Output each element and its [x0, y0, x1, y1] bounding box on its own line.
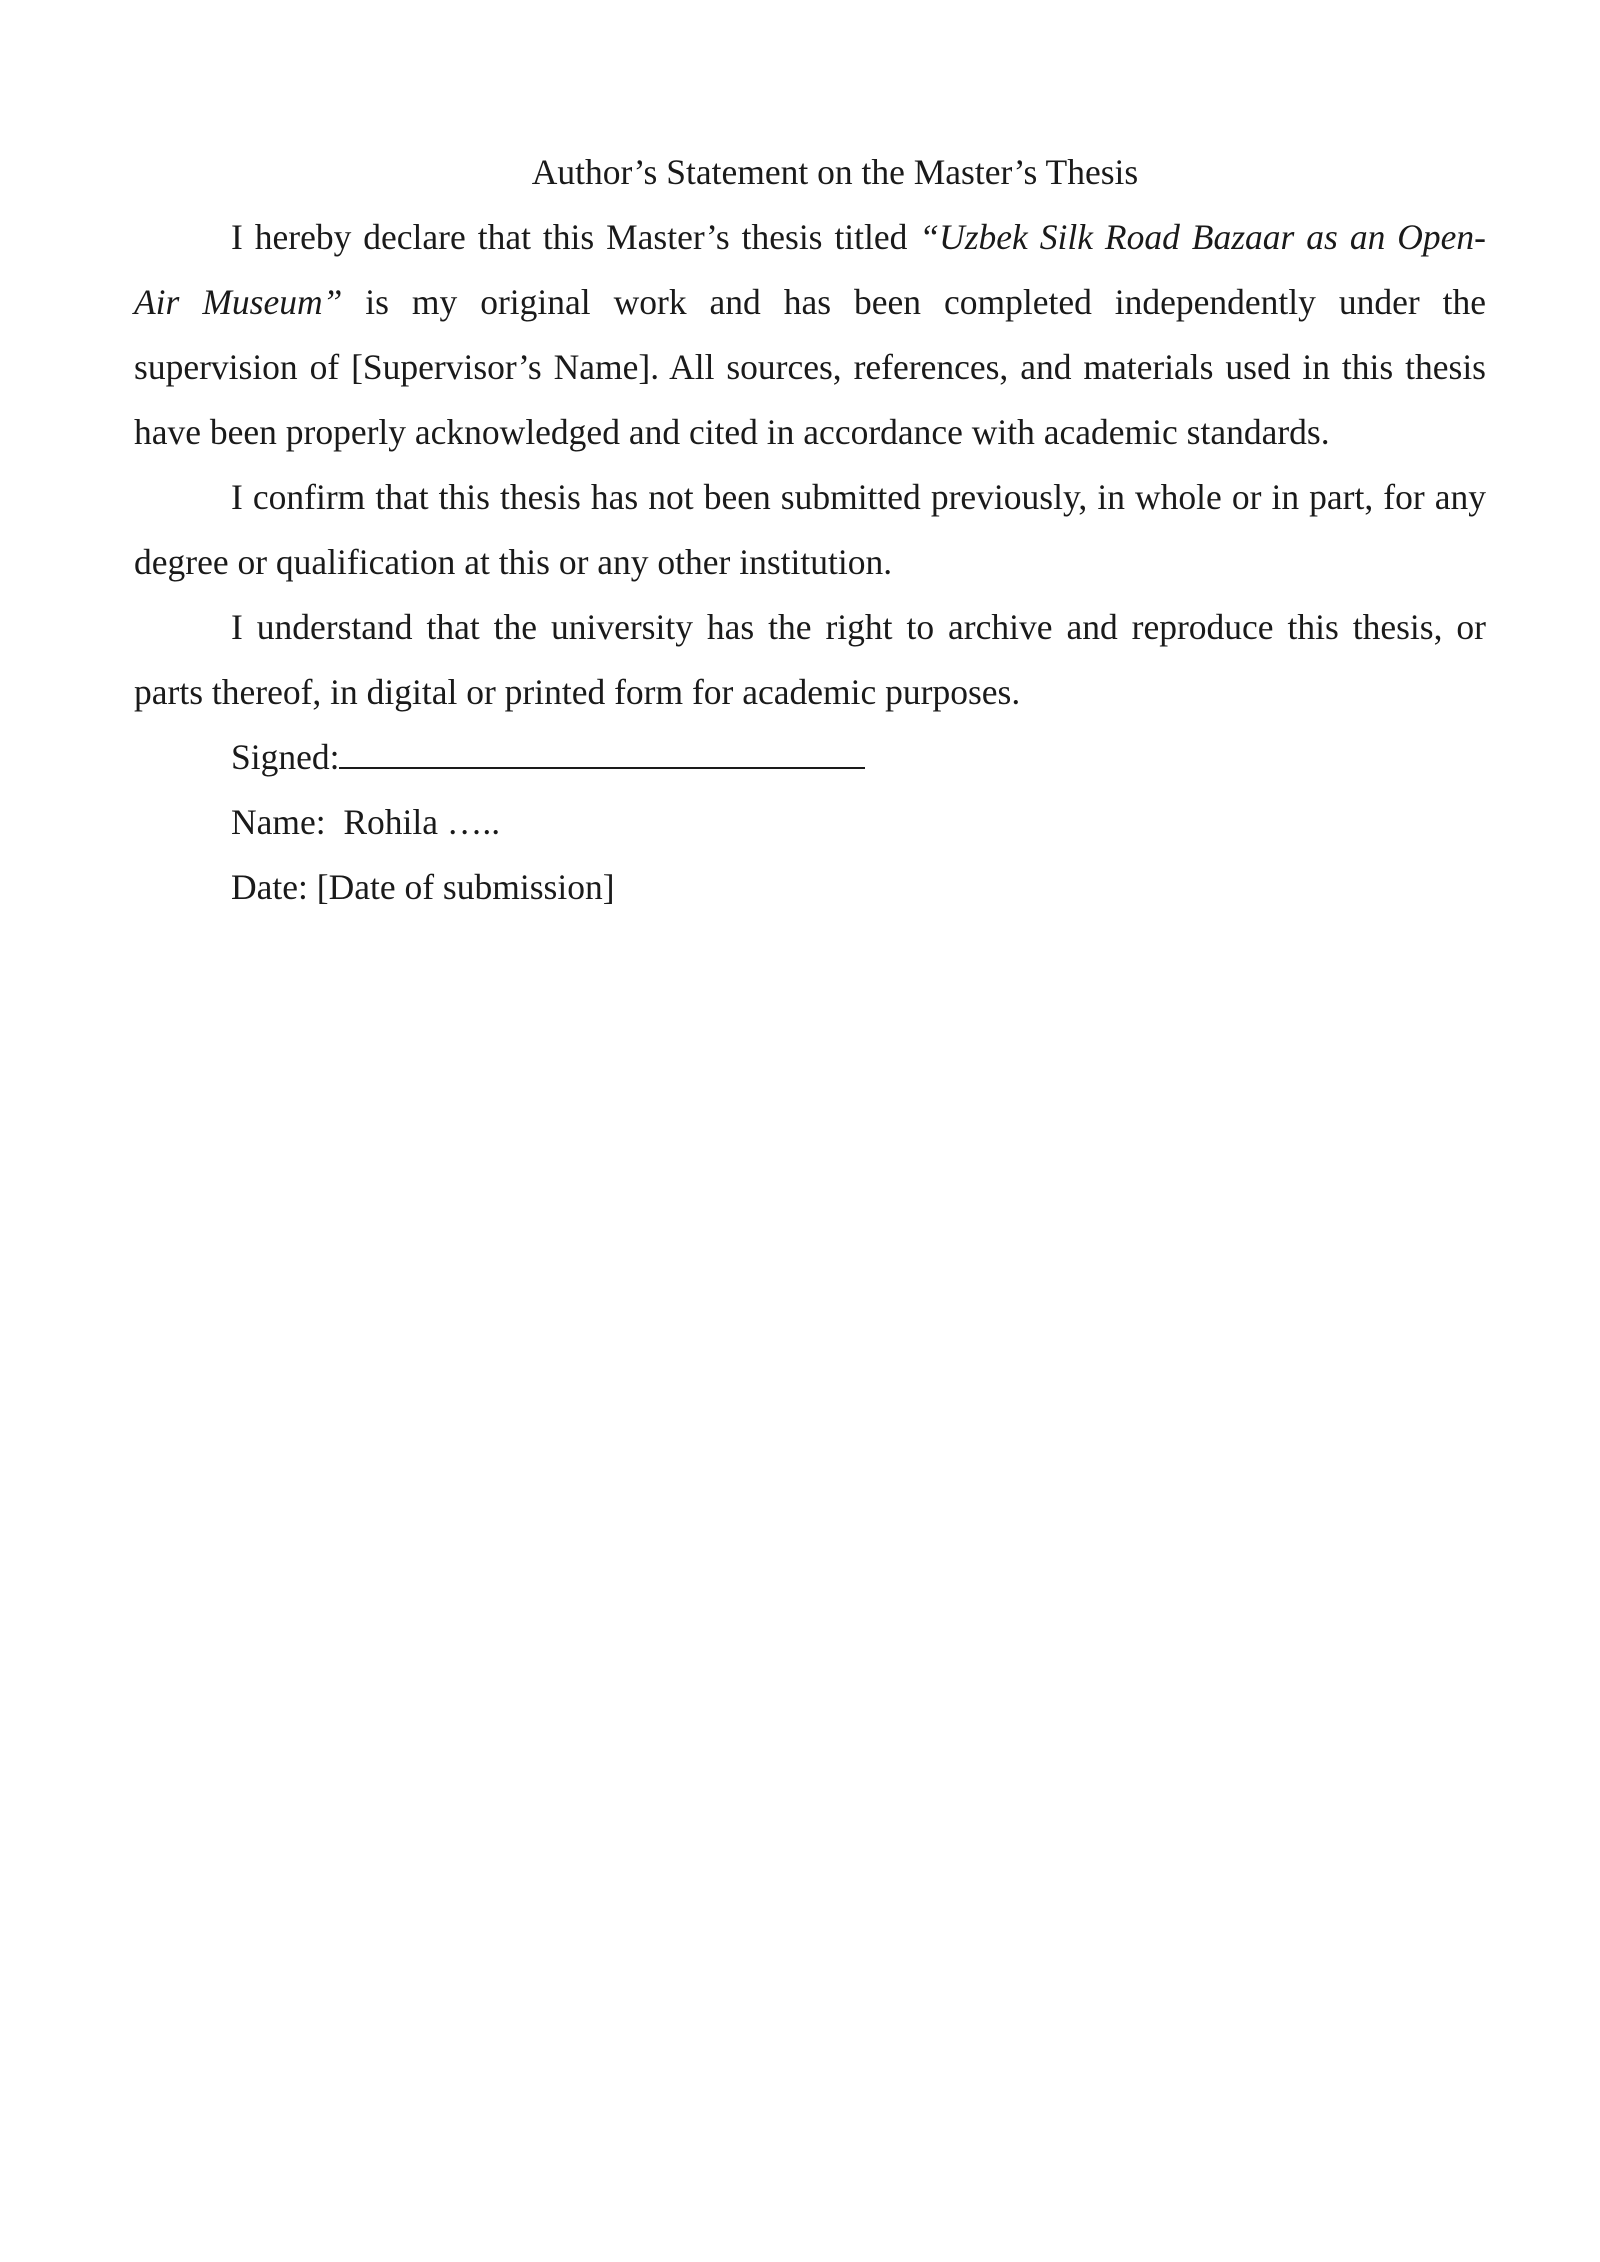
declaration-text-end: is my original work and has been completed independently under the supervision of [Supervisor’s Name]. All sources, references, and materials used in this thesis have been properly acknowledged and cited in accordance with academic standards. — [134, 282, 1486, 452]
confirmation-paragraph: I confirm that this thesis has not been submitted previously, in whole or in part, for any degree or qualification at this or any other institution. — [134, 477, 1486, 582]
date-line: Date: [Date of submission] — [231, 867, 615, 907]
page-title: Author’s Statement on the Master’s Thesis — [531, 152, 1139, 192]
thesis-title: “Uzbek Silk Road Bazaar as an Open-Air Museum” — [134, 217, 1486, 322]
declaration-paragraph — [134, 205, 1486, 465]
signature-line — [134, 725, 1486, 790]
archive-paragraph: I understand that the university has the right to archive and reproduce this thesis, or parts thereof, in digital or printed form for academic purposes. — [134, 607, 1486, 712]
declaration-text-start: I hereby declare that this Master’s thesis titled — [231, 217, 920, 257]
signature-blank — [339, 737, 865, 769]
signed-label: Signed: — [231, 737, 340, 777]
document-body — [134, 140, 1486, 920]
name-line: Name: Rohila ….. — [231, 802, 501, 842]
